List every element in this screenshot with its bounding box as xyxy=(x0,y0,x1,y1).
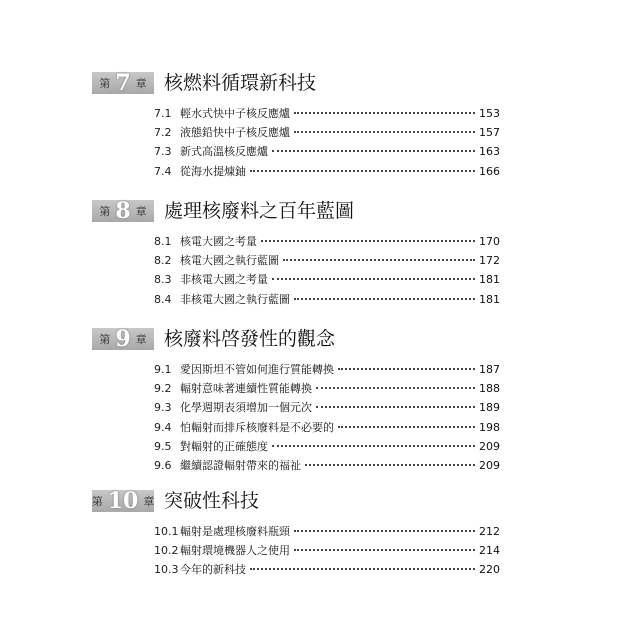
chapter-section xyxy=(92,198,512,306)
toc-entry[interactable] xyxy=(154,123,500,142)
toc-entry[interactable] xyxy=(154,270,500,289)
entry-page: 166 xyxy=(479,164,500,178)
dot-leader xyxy=(272,278,475,280)
entry-number: 8.3 xyxy=(154,273,172,287)
chapter-suffix: 章 xyxy=(143,495,155,508)
chapter-badge xyxy=(92,490,154,512)
chapter-prefix: 第 xyxy=(91,495,103,508)
entry-title: 核電大國之執行藍圖 xyxy=(180,254,279,268)
chapter-title: 處理核廢料之百年藍圖 xyxy=(164,200,355,222)
entry-number: 9.2 xyxy=(154,382,172,396)
entry-page: 153 xyxy=(479,107,500,120)
chapter-heading xyxy=(92,70,512,100)
toc-entry[interactable] xyxy=(154,360,500,379)
chapter-section xyxy=(91,488,512,577)
entry-number: 7.3 xyxy=(154,145,172,159)
entry-page: 209 xyxy=(479,439,500,453)
chapter-title: 核燃料循環新科技 xyxy=(164,72,317,94)
entry-number: 7.4 xyxy=(154,164,172,178)
entry-page: 214 xyxy=(479,544,500,558)
entry-page: 181 xyxy=(479,273,500,287)
entry-number: 9.5 xyxy=(154,439,172,453)
dot-leader xyxy=(305,464,475,466)
dot-leader xyxy=(272,445,475,447)
entry-title: 輻射是處理核廢料瓶頸 xyxy=(180,525,290,538)
entry-title: 輕水式快中子核反應爐 xyxy=(180,107,290,120)
chapter-title: 突破性科技 xyxy=(164,490,260,512)
entry-page: 198 xyxy=(479,420,500,434)
entry-title: 新式高溫核反應爐 xyxy=(180,145,268,159)
entry-page: 157 xyxy=(479,126,500,140)
dot-leader xyxy=(294,112,475,114)
entry-title: 輻射意味著連續性質能轉換 xyxy=(180,382,312,396)
dot-leader xyxy=(294,549,475,551)
entry-page: 220 xyxy=(479,563,500,577)
chapter-section xyxy=(92,326,512,472)
toc-entry[interactable] xyxy=(154,541,500,560)
chapter-suffix: 章 xyxy=(135,77,147,90)
entry-title: 液態鉛快中子核反應爐 xyxy=(180,126,290,140)
entry-page: 163 xyxy=(479,145,500,159)
entry-page: 181 xyxy=(479,292,500,306)
entry-page: 170 xyxy=(479,235,500,248)
chapter-badge xyxy=(92,72,154,94)
entry-page: 209 xyxy=(479,458,500,472)
dot-leader xyxy=(272,150,475,152)
entry-list xyxy=(154,360,500,475)
dot-leader xyxy=(294,131,475,133)
chapter-heading xyxy=(92,198,512,228)
dot-leader xyxy=(294,530,475,532)
entry-number: 7.2 xyxy=(154,126,172,140)
chapter-badge xyxy=(92,328,154,350)
toc-entry[interactable] xyxy=(154,456,500,475)
entry-page: 172 xyxy=(479,254,500,268)
entry-title: 化學週期表須增加一個元次 xyxy=(180,401,312,415)
toc-entry[interactable] xyxy=(154,232,500,251)
chapter-prefix: 第 xyxy=(99,333,111,346)
entry-number: 9.6 xyxy=(154,458,172,472)
toc-entry[interactable] xyxy=(154,560,500,579)
chapter-badge xyxy=(92,200,154,222)
chapter-prefix: 第 xyxy=(99,77,111,90)
entry-page: 188 xyxy=(479,382,500,396)
toc-entry[interactable] xyxy=(154,290,500,309)
entry-number: 10.3 xyxy=(154,563,179,577)
chapter-section xyxy=(92,70,512,178)
toc-entry[interactable] xyxy=(154,398,500,417)
dot-leader xyxy=(294,298,475,300)
entry-number: 8.2 xyxy=(154,254,172,268)
dot-leader xyxy=(338,368,475,370)
entry-list xyxy=(154,232,500,309)
toc-entry[interactable] xyxy=(154,162,500,181)
entry-number: 9.1 xyxy=(154,363,172,376)
dot-leader xyxy=(338,426,475,428)
dot-leader xyxy=(283,259,475,261)
entry-number: 9.4 xyxy=(154,420,172,434)
chapter-heading xyxy=(92,488,512,518)
entry-number: 8.1 xyxy=(154,235,172,248)
toc-entry[interactable] xyxy=(154,104,500,123)
entry-number: 8.4 xyxy=(154,292,172,306)
entry-page: 212 xyxy=(479,525,500,538)
chapter-number: 9 xyxy=(115,326,131,352)
entry-title: 繼續認證輻射帶來的福祉 xyxy=(180,458,301,472)
entry-list xyxy=(154,522,500,580)
entry-title: 對輻射的正確態度 xyxy=(180,439,268,453)
entry-number: 10.2 xyxy=(154,544,179,558)
entry-title: 非核電大國之執行藍圖 xyxy=(180,292,290,306)
entry-number: 10.1 xyxy=(154,525,179,538)
entry-page: 187 xyxy=(479,363,500,376)
dot-leader xyxy=(250,568,475,570)
chapter-heading xyxy=(92,326,512,356)
toc-entry[interactable] xyxy=(154,437,500,456)
entry-number: 7.1 xyxy=(154,107,172,120)
entry-title: 愛因斯坦不管如何進行質能轉換 xyxy=(180,363,334,376)
dot-leader xyxy=(316,387,475,389)
entry-title: 輻射環境機器人之使用 xyxy=(180,544,290,558)
entry-title: 從海水提煉鈾 xyxy=(180,164,246,178)
toc-entry[interactable] xyxy=(154,522,500,541)
toc-entry[interactable] xyxy=(154,379,500,398)
chapter-prefix: 第 xyxy=(99,205,111,218)
dot-leader xyxy=(316,406,475,408)
chapter-number: 7 xyxy=(115,70,131,96)
dot-leader xyxy=(261,240,475,242)
dot-leader xyxy=(250,170,475,172)
entry-title: 怕輻射而排斥核廢料是不必要的 xyxy=(180,420,334,434)
toc-entry[interactable] xyxy=(154,142,500,161)
chapter-number: 8 xyxy=(115,198,131,224)
chapter-suffix: 章 xyxy=(135,333,147,346)
chapter-title: 核廢料啓發性的觀念 xyxy=(164,328,336,350)
chapter-number: 10 xyxy=(107,488,139,514)
entry-title: 非核電大國之考量 xyxy=(180,273,268,287)
toc-entry[interactable] xyxy=(154,418,500,437)
entry-list xyxy=(154,104,500,181)
entry-title: 今年的新科技 xyxy=(180,563,246,577)
toc-entry[interactable] xyxy=(154,251,500,270)
entry-title: 核電大國之考量 xyxy=(180,235,257,248)
chapter-suffix: 章 xyxy=(135,205,147,218)
entry-page: 189 xyxy=(479,401,500,415)
entry-number: 9.3 xyxy=(154,401,172,415)
